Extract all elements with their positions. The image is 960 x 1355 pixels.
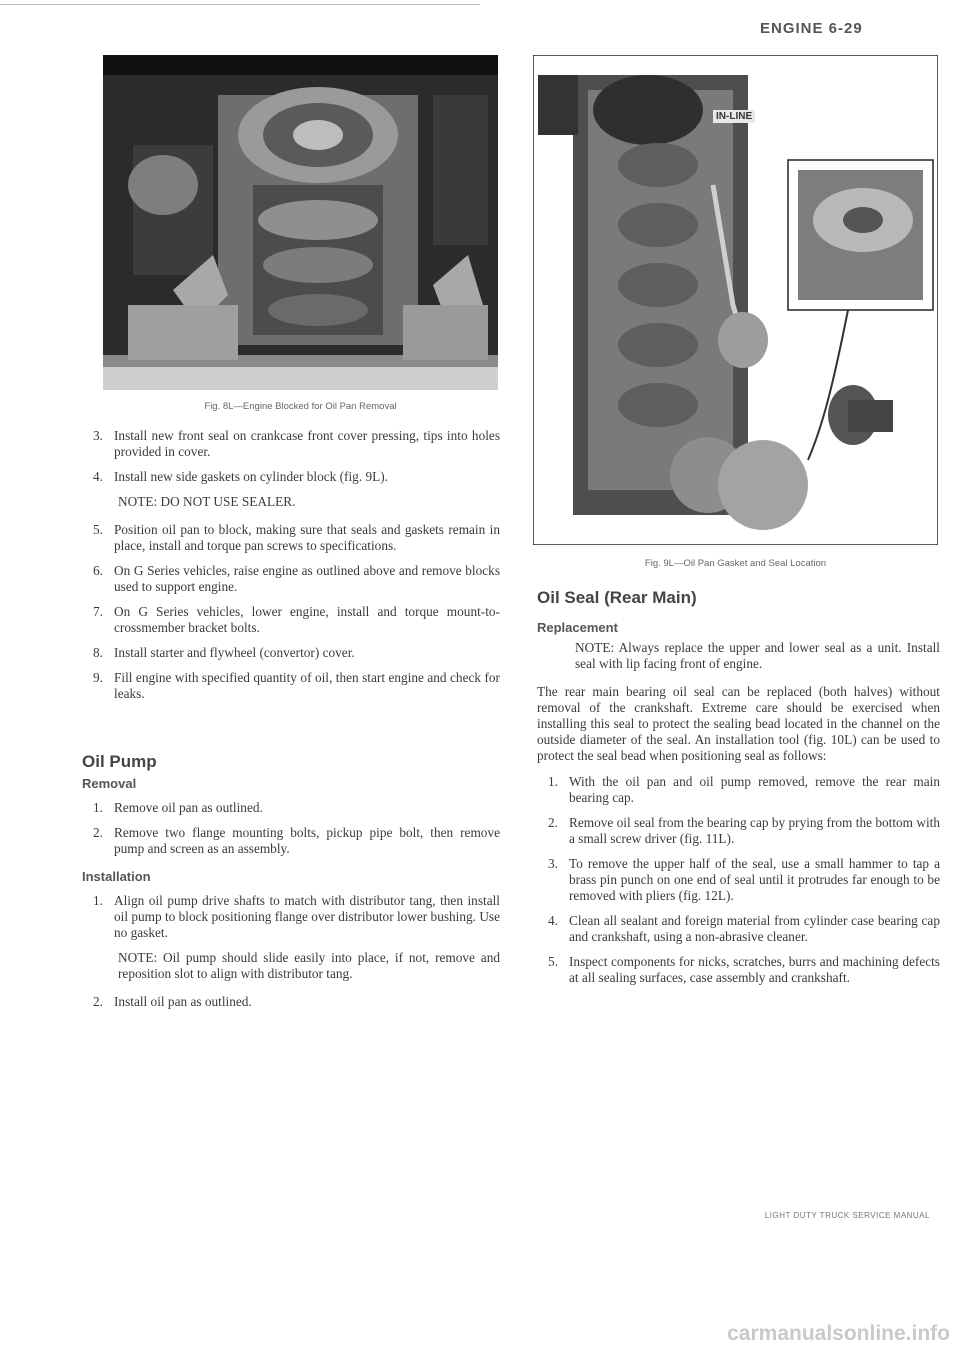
installation-heading: Installation: [82, 869, 151, 884]
list-item: 6. On G Series vehicles, raise engine as outlined above and remove blocks used to support engine.: [93, 563, 500, 594]
oil-seal-heading: Oil Seal (Rear Main): [537, 588, 697, 607]
manual-footer: LIGHT DUTY TRUCK SERVICE MANUAL: [764, 1211, 930, 1220]
seal-paragraph: The rear main bearing oil seal can be replaced (both halves) without removal of the crankshaft. Extreme care should be exercised when installing this seal to protect the sealing bead located in the channel on the outside diameter of the seal. An installation tool (fig. 10L) can be used to protect the seal bead when positioning seal as follows:: [537, 684, 940, 763]
list-item: 5. Position oil pan to block, making sure that seals and gaskets remain in place, install and torque pan screws to specifications.: [93, 522, 500, 553]
list-item: 3. Install new front seal on crankcase front cover pressing, tips into holes provided in cover.: [93, 428, 500, 459]
list-item: 2. Install oil pan as outlined.: [93, 994, 252, 1009]
list-item: 9. Fill engine with specified quantity of oil, then start engine and check for leaks.: [93, 670, 500, 701]
list-item: 4. Install new side gaskets on cylinder block (fig. 9L).: [93, 469, 388, 484]
list-item: 1. Align oil pump drive shafts to match with distributor tang, then install oil pump to block positioning flange over distributor lower bushing. Use no gasket.: [93, 893, 500, 940]
left-column: [82, 428, 500, 1019]
oil-pan-gasket-photo: [533, 55, 938, 545]
figure-8l-caption: Fig. 8L—Engine Blocked for Oil Pan Removal: [204, 401, 397, 412]
page-header: ENGINE 6-29: [760, 20, 863, 37]
top-rule: [0, 4, 480, 5]
list-item: 1. Remove oil pan as outlined.: [93, 800, 263, 815]
right-column: [537, 590, 940, 995]
note-no-sealer: NOTE: DO NOT USE SEALER.: [118, 494, 296, 509]
removal-heading: Removal: [82, 776, 137, 791]
list-item: 7. On G Series vehicles, lower engine, install and torque mount-to-crossmember bracket bolts.: [93, 604, 500, 635]
watermark: carmanualsonline.info: [727, 1322, 950, 1345]
engine-blocked-photo: [103, 55, 498, 390]
figure-9l-caption: Fig. 9L—Oil Pan Gasket and Seal Location: [644, 558, 827, 569]
note-replace-seal: NOTE: Always replace the upper and lower seal as a unit. Install seal with lip facing front of engine.: [575, 640, 940, 671]
list-item: 8. Install starter and flywheel (convertor) cover.: [93, 645, 355, 660]
list-item: 1. With the oil pan and oil pump removed, remove the rear main bearing cap.: [548, 774, 940, 805]
in-line-label: IN-LINE: [713, 110, 755, 123]
list-item: 4. Clean all sealant and foreign material from cylinder case bearing cap and crankshaft, using a non-abrasive cleaner.: [548, 913, 940, 944]
list-item: 2. Remove two flange mounting bolts, pickup pipe bolt, then remove pump and screen as an assembly.: [93, 825, 500, 856]
note-oil-pump: NOTE: Oil pump should slide easily into place, if not, remove and reposition slot to align with distributor tang.: [118, 950, 500, 981]
replacement-heading: Replacement: [537, 620, 618, 635]
list-item: 2. Remove oil seal from the bearing cap by prying from the bottom with a small screw driver (fig. 11L).: [548, 815, 940, 846]
list-item: 3. To remove the upper half of the seal, use a small hammer to tap a brass pin punch on one end of seal until it protrudes far enough to be removed with pliers (fig. 12L).: [548, 856, 940, 903]
oil-pump-heading: Oil Pump: [82, 752, 157, 771]
list-item: 5. Inspect components for nicks, scratches, burrs and machining defects at all sealing surfaces, case assembly and crankshaft.: [548, 954, 940, 985]
